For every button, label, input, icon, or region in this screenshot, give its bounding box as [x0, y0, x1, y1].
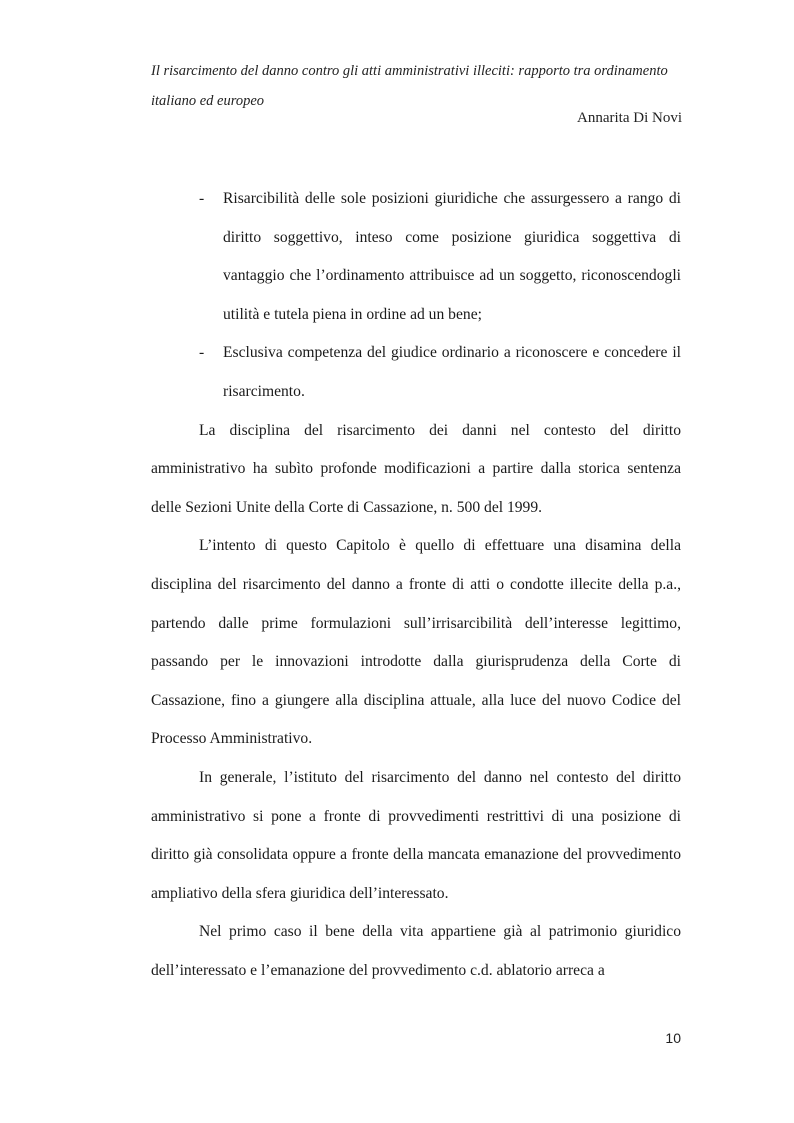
body-text [151, 180, 681, 990]
paragraph: L’intento di questo Capitolo è quello di effettuare una disamina della disciplina del risarcimento del danno a fronte di atti o condotte illecite della p.a., partendo dalle prime formulazioni sull’irrisarcibilità dell’interesse legittimo, passando per le innovazioni introdotte dalla giurisprudenza della Corte di Cassazione, fino a giungere alla disciplina attuale, alla luce del nuovo Codice del Processo Amministrativo. [151, 537, 681, 748]
page-number: 10 [665, 1030, 681, 1046]
bullet-text: Esclusiva competenza del giudice ordinario a riconoscere e concedere il risarcimento. [223, 344, 681, 400]
bullet-text: Risarcibilità delle sole posizioni giuridiche che assurgessero a rango di diritto soggettivo, inteso come posizione giuridica soggettiva di vantaggio che l’ordinamento attribuisce ad un soggetto, riconoscendogli utilità e tutela piena in ordine ad un bene; [223, 190, 681, 323]
running-header-title: Il risarcimento del danno contro gli atti amministrativi illeciti: rapporto tra ordinamento italiano ed europeo [151, 63, 668, 109]
bullet-item [151, 334, 681, 411]
bullet-item [151, 180, 681, 334]
bullet-marker: - [199, 344, 205, 362]
paragraph: Nel primo caso il bene della vita appartiene già al patrimonio giuridico dell’interessato e l’emanazione del provvedimento c.d. ablatorio arreca a [151, 923, 681, 979]
paragraph: La disciplina del risarcimento dei danni nel contesto del diritto amministrativo ha subìto profonde modificazioni a partire dalla storica sentenza delle Sezioni Unite della Corte di Cassazione, n. 500 del 1999. [151, 421, 681, 516]
running-header-author: Annarita Di Novi [577, 110, 682, 126]
bullet-marker: - [199, 190, 205, 207]
paragraph: In generale, l’istituto del risarcimento del danno nel contesto del diritto amministrativo si pone a fronte di provvedimenti restrittivi di una posizione di diritto già consolidata oppure a fronte della mancata emanazione del provvedimento ampliativo della sfera giuridica dell’interessato. [151, 768, 681, 902]
